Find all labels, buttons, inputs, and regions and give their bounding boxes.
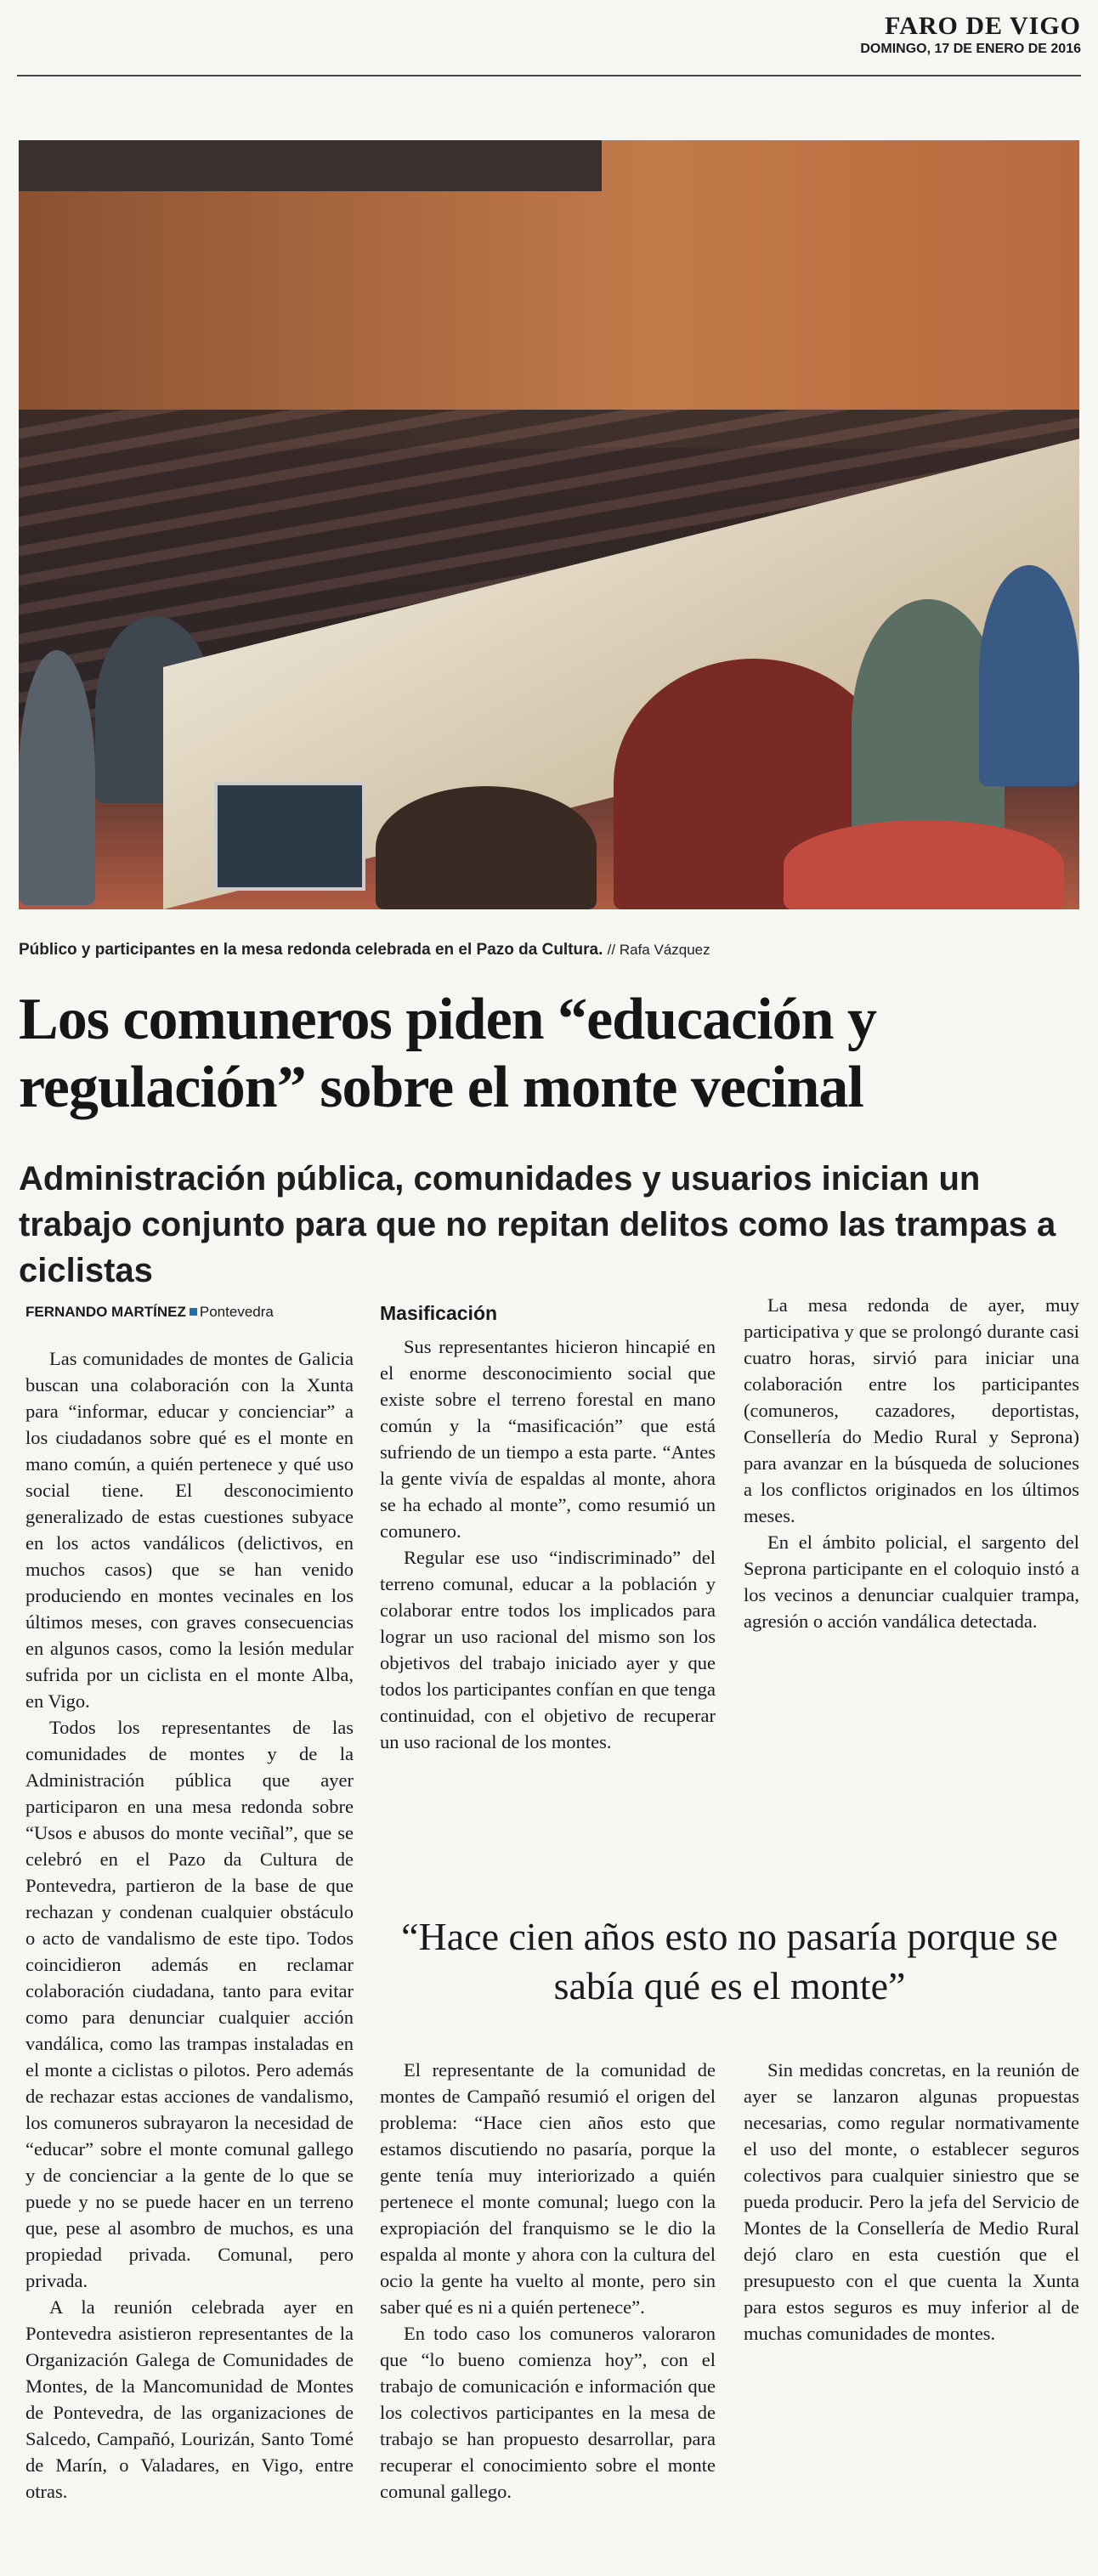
article-column-5 [744,2057,1079,2347]
newspaper-name: FARO DE VIGO [885,12,1081,40]
pull-quote: “Hace cien años esto no pasaría porque se sabía qué es el monte” [401,1915,1058,2007]
header-rule [17,75,1081,76]
caption-text: Público y participantes en la mesa redonda celebrada en el Pazo da Cultura. [19,941,603,959]
paragraph-5: Regular ese uso “indiscriminado” del terreno comunal, educar a la población y colaborar entre todos los implicados para lograr un uso racional del mismo son los objetivos del trabajo iniciado ayer y que todos los participantes confían en que tenga continuidad, con el objetivo de recuperar un uso racional de los montes. [380,1547,716,1752]
paragraph-8: El representante de la comunidad de montes de Campañó resumió el origen del problema: “Hace cien años esto que estamos discutiendo no pasaría, porque la gente tenía muy interiorizado a quién pertenece el monte comunal; luego con la expropiación del franquismo se le dio la espalda al monte y ahora con la cultura del ocio la gente ha vuelto al monte, pero sin saber qué es ni a quién pertenece”. [380,2059,716,2318]
byline-location: Pontevedra [199,1304,274,1320]
subheadline: Administración pública, comunidades y usuarios inician un trabajo conjunto para que no repitan delitos como las trampas a ciclistas [19,1160,1056,1289]
section-heading: Masificación [380,1302,498,1324]
paragraph-10: Sin medidas concretas, en la reunión de ayer se lanzaron algunas propuestas necesarias, como regular normativamente el uso del monte, o establecer seguros colectivos para cualquier siniestro que se pueda producir. Pero la jefa del Servicio de Montes de la Consellería de Medio Rural dejó claro en esta cuestión que el presupuesto con el que cuenta la Xunta para estos seguros es muy inferior al de muchas comunidades de montes. [744,2059,1079,2344]
headline: Los comuneros piden “educación y regulación” sobre el monte vecinal [19,987,877,1120]
article-column-4 [380,2057,716,2505]
paragraph-1: Las comunidades de montes de Galicia buscan una colaboración con la Xunta para “informar, educar y concienciar” a los ciudadanos sobre qué es el monte en mano común, a quién pertenece y qué uso social tiene. El desconocimiento generalizado de estas cuestiones subyace en los actos vandálicos (delictivos, en muchos casos) que se han venido produciendo en montes vecinales en los últimos meses, con graves consecuencias en algunos casos, como la lesión medular sufrida por un ciclista en el monte Alba, en Vigo. [25,1348,354,1712]
article-photo [19,140,1079,909]
article-column-1 [25,1299,354,2505]
byline [25,1299,354,1325]
paragraph-7: En el ámbito policial, el sargento del Seprona participante en el coloquio instó a los vecinos a denunciar cualquier trampa, agresión o acción vandálica detectada. [744,1531,1079,1632]
paragraph-4: Sus representantes hicieron hincapié en el enorme desconocimiento social que existe sobre el terreno forestal en mano común y la “masificación” que está sufriendo de un tiempo a esta parte. “Antes la gente vivía de espaldas al monte, ahora se ha echado al monte”, como resumió un comunero. [380,1336,716,1542]
byline-author: FERNANDO MARTÍNEZ [25,1304,186,1320]
photo-person-left [19,650,95,905]
photo-person-front [376,786,597,909]
square-bullet-icon [190,1308,197,1316]
article-column-2 [380,1292,716,1755]
photo-balcony [19,140,602,191]
issue-date: DOMINGO, 17 DE ENERO DE 2016 [860,42,1081,56]
photo-person-blue [979,565,1079,786]
masthead [860,12,1081,58]
photo-laptop [214,782,365,891]
paragraph-3: A la reunión celebrada ayer en Pontevedra asistieron representantes de la Organización Galega de Comunidades de Montes, de la Mancomunidad de Montes de Pontevedra, de las organizaciones de Salcedo, Campañó, Lourizán, Santo Tomé de Marín, o Valadares, en Vigo, entre otras. [25,2296,354,2502]
photo-caption [19,941,1079,960]
article-column-3 [744,1292,1079,1634]
photo-chair-red [784,820,1064,909]
paragraph-2: Todos los representantes de las comunidades de montes y de la Administración pública que ayer participaron en una mesa redonda sobre “Usos e abusos do monte veciñal”, que se celebró en el Pazo da Cultura de Pontevedra, partieron de la base de que rechazan y condenan cualquier obstáculo o acto de vandalismo de este tipo. Todos coincidieron además en reclamar colaboración ciudadana, tanto para evitar como para denunciar cualquier acción vandálica, como las trampas instaladas en el monte a ciclistas o pilotos. Pero además de rechazar estas acciones de vandalismo, los comuneros subrayaron la necesidad de “educar” sobre el monte comunal gallego y de concienciar a la gente de lo que se puede y no se puede hacer en un terreno que, pese al asombro de muchos, es una propiedad privada. Comunal, pero privada. [25,1717,354,2291]
photo-credit: // Rafa Vázquez [607,942,710,958]
paragraph-6: La mesa redonda de ayer, muy participativa y que se prolongó durante casi cuatro horas, sirvió para iniciar una colaboración entre los participantes (comuneros, cazadores, deportistas, Consellería do Medio Rural y Seprona) para avanzar en la búsqueda de soluciones a los conflictos originados en los últimos meses. [744,1294,1079,1526]
paragraph-9: En todo caso los comuneros valoraron que “lo bueno comienza hoy”, con el trabajo de comunicación e información que los colectivos participantes en la mesa de trabajo se han propuesto desarrollar, para recuperar el conocimiento sobre el monte comunal gallego. [380,2323,716,2502]
